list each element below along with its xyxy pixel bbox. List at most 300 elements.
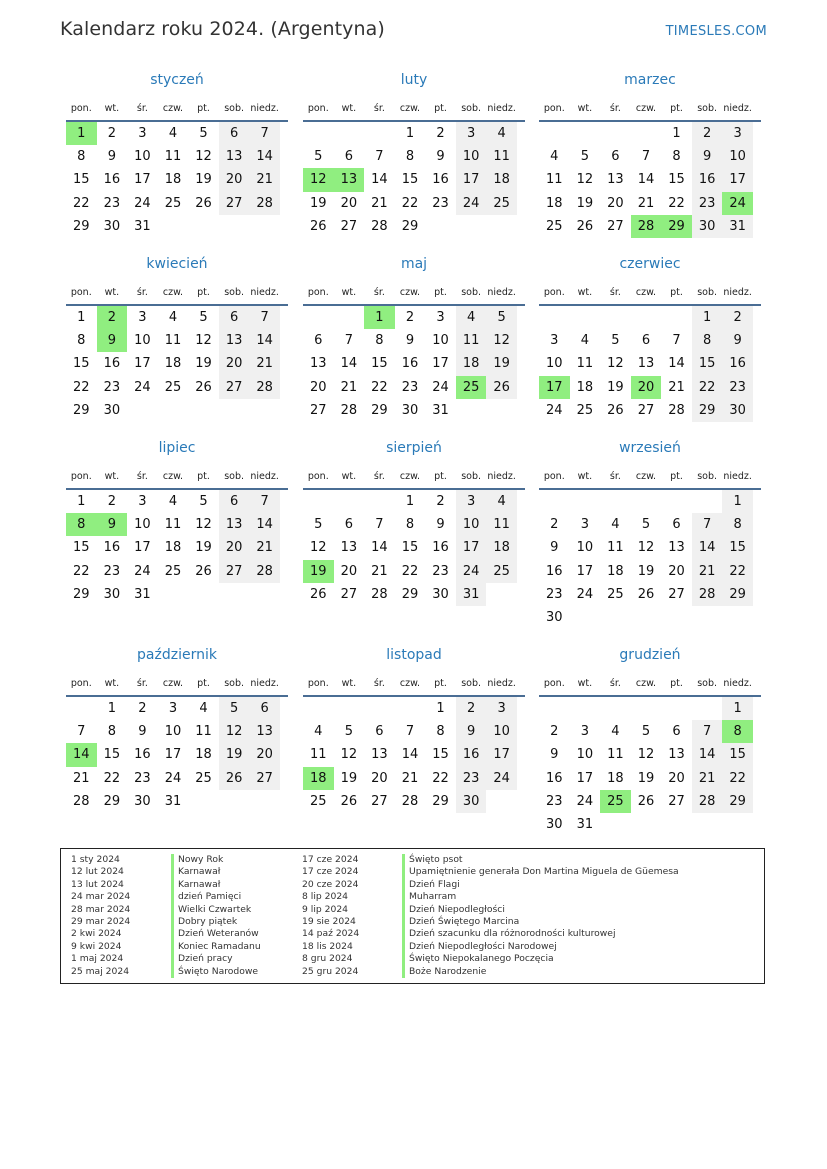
day-cell[interactable]: 4: [168, 310, 178, 325]
day-cell[interactable]: 31: [576, 816, 594, 832]
day-cell[interactable]: 4: [168, 494, 178, 509]
day-cell[interactable]: 30: [432, 586, 449, 602]
day-cell[interactable]: 15: [73, 172, 90, 188]
day-cell[interactable]: 11: [195, 724, 212, 740]
day-cell[interactable]: 13: [668, 540, 685, 556]
day-cell[interactable]: 20: [219, 168, 250, 191]
day-cell[interactable]: 2: [550, 517, 559, 533]
day-cell[interactable]: 12: [637, 747, 655, 763]
day-cell[interactable]: 27: [371, 793, 388, 809]
day-cell[interactable]: 21: [692, 767, 723, 790]
holiday-day-cell[interactable]: 29: [661, 215, 692, 238]
holiday-day-cell[interactable]: 8: [66, 513, 97, 536]
day-cell[interactable]: 9: [456, 720, 487, 743]
day-cell[interactable]: 20: [219, 536, 250, 559]
day-cell[interactable]: 20: [371, 770, 388, 786]
day-cell[interactable]: 26: [637, 793, 655, 809]
holiday-day-cell[interactable]: 24: [722, 192, 753, 215]
day-cell[interactable]: 31: [432, 402, 449, 418]
day-cell[interactable]: 10: [134, 517, 151, 533]
day-cell[interactable]: 27: [340, 218, 358, 234]
day-cell[interactable]: 6: [672, 724, 681, 740]
day-cell[interactable]: 15: [722, 743, 753, 766]
day-cell[interactable]: 30: [103, 586, 121, 602]
day-cell[interactable]: 15: [722, 536, 753, 559]
day-cell[interactable]: 6: [344, 517, 353, 533]
day-cell[interactable]: 6: [314, 333, 323, 349]
day-cell[interactable]: 7: [249, 306, 280, 329]
day-cell[interactable]: 16: [103, 172, 121, 188]
day-cell[interactable]: 4: [611, 517, 620, 533]
day-cell[interactable]: 22: [73, 563, 90, 579]
day-cell[interactable]: 25: [607, 586, 624, 602]
day-cell[interactable]: 21: [692, 560, 723, 583]
day-cell[interactable]: 8: [77, 149, 86, 165]
day-cell[interactable]: 12: [195, 149, 212, 165]
day-cell[interactable]: 18: [546, 195, 563, 211]
holiday-day-cell[interactable]: 12: [303, 168, 334, 191]
day-cell[interactable]: 26: [195, 379, 212, 395]
day-cell[interactable]: 27: [219, 560, 250, 583]
day-cell[interactable]: 13: [371, 747, 388, 763]
day-cell[interactable]: 16: [722, 352, 753, 375]
day-cell[interactable]: 25: [164, 379, 182, 395]
day-cell[interactable]: 14: [692, 743, 723, 766]
day-cell[interactable]: 20: [668, 563, 685, 579]
day-cell[interactable]: 16: [692, 168, 723, 191]
day-cell[interactable]: 20: [340, 195, 358, 211]
day-cell[interactable]: 3: [138, 310, 147, 325]
day-cell[interactable]: 18: [164, 172, 182, 188]
day-cell[interactable]: 18: [607, 563, 624, 579]
day-cell[interactable]: 14: [340, 356, 358, 372]
day-cell[interactable]: 13: [340, 540, 358, 556]
day-cell[interactable]: 7: [77, 724, 86, 740]
day-cell[interactable]: 1: [436, 701, 445, 716]
day-cell[interactable]: 19: [195, 540, 212, 556]
day-cell[interactable]: 3: [456, 490, 487, 513]
day-cell[interactable]: 1: [405, 126, 415, 141]
day-cell[interactable]: 4: [456, 306, 487, 329]
day-cell[interactable]: 23: [722, 376, 753, 399]
day-cell[interactable]: 12: [576, 172, 594, 188]
holiday-day-cell[interactable]: 2: [97, 306, 128, 329]
day-cell[interactable]: 29: [103, 793, 121, 809]
day-cell[interactable]: 3: [550, 333, 559, 349]
day-cell[interactable]: 14: [401, 747, 419, 763]
day-cell[interactable]: 12: [219, 720, 250, 743]
day-cell[interactable]: 12: [637, 540, 655, 556]
day-cell[interactable]: 1: [107, 701, 116, 716]
day-cell[interactable]: 29: [73, 586, 90, 602]
day-cell[interactable]: 8: [77, 333, 86, 349]
day-cell[interactable]: 16: [401, 356, 419, 372]
day-cell[interactable]: 18: [576, 379, 594, 395]
day-cell[interactable]: 23: [692, 192, 723, 215]
day-cell[interactable]: 24: [456, 192, 487, 215]
day-cell[interactable]: 3: [138, 494, 147, 509]
day-cell[interactable]: 17: [486, 743, 517, 766]
day-cell[interactable]: 8: [722, 513, 753, 536]
day-cell[interactable]: 30: [722, 399, 753, 422]
day-cell[interactable]: 9: [138, 724, 147, 740]
day-cell[interactable]: 2: [405, 310, 415, 325]
day-cell[interactable]: 25: [164, 563, 182, 579]
day-cell[interactable]: 24: [134, 195, 151, 211]
day-cell[interactable]: 29: [692, 399, 723, 422]
day-cell[interactable]: 30: [134, 793, 151, 809]
day-cell[interactable]: 22: [432, 770, 449, 786]
day-cell[interactable]: 3: [138, 126, 147, 141]
day-cell[interactable]: 27: [219, 192, 250, 215]
day-cell[interactable]: 4: [314, 724, 323, 740]
day-cell[interactable]: 13: [219, 513, 250, 536]
day-cell[interactable]: 18: [486, 168, 517, 191]
day-cell[interactable]: 12: [310, 540, 327, 556]
day-cell[interactable]: 1: [672, 126, 681, 141]
day-cell[interactable]: 22: [401, 563, 419, 579]
day-cell[interactable]: 21: [340, 379, 358, 395]
day-cell[interactable]: 27: [340, 586, 358, 602]
holiday-day-cell[interactable]: 9: [97, 513, 128, 536]
day-cell[interactable]: 2: [107, 494, 116, 509]
day-cell[interactable]: 2: [436, 494, 445, 509]
day-cell[interactable]: 1: [405, 494, 415, 509]
day-cell[interactable]: 14: [371, 172, 388, 188]
day-cell[interactable]: 6: [375, 724, 384, 740]
day-cell[interactable]: 28: [692, 790, 723, 813]
day-cell[interactable]: 26: [310, 586, 327, 602]
day-cell[interactable]: 3: [456, 122, 487, 145]
day-cell[interactable]: 15: [371, 356, 388, 372]
day-cell[interactable]: 28: [692, 583, 723, 606]
day-cell[interactable]: 24: [576, 586, 594, 602]
day-cell[interactable]: 6: [672, 517, 681, 533]
day-cell[interactable]: 12: [486, 329, 517, 352]
day-cell[interactable]: 25: [195, 770, 212, 786]
day-cell[interactable]: 24: [164, 770, 182, 786]
day-cell[interactable]: 10: [456, 513, 487, 536]
day-cell[interactable]: 3: [722, 122, 753, 145]
day-cell[interactable]: 10: [456, 145, 487, 168]
day-cell[interactable]: 26: [219, 767, 250, 790]
day-cell[interactable]: 19: [310, 195, 327, 211]
brand-link[interactable]: TIMESLES.COM: [665, 24, 767, 39]
day-cell[interactable]: 21: [371, 563, 388, 579]
day-cell[interactable]: 10: [546, 356, 563, 372]
holiday-day-cell[interactable]: 17: [539, 376, 570, 399]
day-cell[interactable]: 21: [371, 195, 388, 211]
day-cell[interactable]: 14: [692, 536, 723, 559]
day-cell[interactable]: 29: [432, 793, 449, 809]
day-cell[interactable]: 20: [607, 195, 624, 211]
day-cell[interactable]: 15: [401, 540, 419, 556]
day-cell[interactable]: 8: [107, 724, 116, 740]
day-cell[interactable]: 31: [134, 586, 151, 602]
day-cell[interactable]: 24: [546, 402, 563, 418]
day-cell[interactable]: 26: [195, 195, 212, 211]
day-cell[interactable]: 3: [168, 701, 178, 716]
day-cell[interactable]: 30: [456, 790, 487, 813]
day-cell[interactable]: 17: [576, 770, 594, 786]
day-cell[interactable]: 19: [340, 770, 358, 786]
day-cell[interactable]: 25: [486, 560, 517, 583]
holiday-day-cell[interactable]: 9: [97, 329, 128, 352]
day-cell[interactable]: 13: [310, 356, 327, 372]
day-cell[interactable]: 24: [486, 767, 517, 790]
day-cell[interactable]: 4: [199, 701, 208, 716]
day-cell[interactable]: 1: [77, 310, 86, 325]
day-cell[interactable]: 8: [436, 724, 445, 740]
day-cell[interactable]: 19: [195, 356, 212, 372]
day-cell[interactable]: 9: [722, 329, 753, 352]
day-cell[interactable]: 4: [486, 122, 517, 145]
holiday-day-cell[interactable]: 25: [456, 376, 487, 399]
holiday-day-cell[interactable]: 20: [631, 376, 662, 399]
day-cell[interactable]: 22: [722, 560, 753, 583]
day-cell[interactable]: 29: [401, 586, 419, 602]
day-cell[interactable]: 5: [314, 149, 323, 165]
day-cell[interactable]: 26: [310, 218, 327, 234]
day-cell[interactable]: 23: [103, 195, 121, 211]
day-cell[interactable]: 5: [611, 333, 620, 349]
day-cell[interactable]: 17: [134, 356, 151, 372]
holiday-day-cell[interactable]: 19: [303, 560, 334, 583]
day-cell[interactable]: 21: [249, 536, 280, 559]
day-cell[interactable]: 27: [249, 767, 280, 790]
holiday-day-cell[interactable]: 14: [66, 743, 97, 766]
day-cell[interactable]: 5: [199, 126, 208, 141]
day-cell[interactable]: 10: [576, 747, 594, 763]
day-cell[interactable]: 5: [641, 724, 651, 740]
day-cell[interactable]: 7: [375, 517, 384, 533]
day-cell[interactable]: 8: [375, 333, 384, 349]
day-cell[interactable]: 1: [692, 306, 723, 329]
day-cell[interactable]: 6: [249, 697, 280, 720]
day-cell[interactable]: 4: [486, 490, 517, 513]
day-cell[interactable]: 23: [103, 379, 121, 395]
day-cell[interactable]: 13: [249, 720, 280, 743]
holiday-day-cell[interactable]: 28: [631, 215, 662, 238]
day-cell[interactable]: 17: [456, 536, 487, 559]
day-cell[interactable]: 11: [486, 513, 517, 536]
day-cell[interactable]: 2: [436, 126, 445, 141]
day-cell[interactable]: 30: [103, 218, 121, 234]
day-cell[interactable]: 16: [103, 540, 121, 556]
day-cell[interactable]: 8: [672, 149, 681, 165]
day-cell[interactable]: 14: [249, 513, 280, 536]
day-cell[interactable]: 17: [722, 168, 753, 191]
day-cell[interactable]: 17: [134, 540, 151, 556]
day-cell[interactable]: 2: [138, 701, 147, 716]
day-cell[interactable]: 29: [73, 218, 90, 234]
day-cell[interactable]: 28: [401, 793, 419, 809]
day-cell[interactable]: 17: [164, 747, 182, 763]
day-cell[interactable]: 5: [314, 517, 323, 533]
day-cell[interactable]: 30: [401, 402, 419, 418]
day-cell[interactable]: 2: [550, 724, 559, 740]
day-cell[interactable]: 25: [546, 218, 563, 234]
day-cell[interactable]: 12: [340, 747, 358, 763]
day-cell[interactable]: 9: [405, 333, 415, 349]
day-cell[interactable]: 17: [576, 563, 594, 579]
day-cell[interactable]: 28: [371, 586, 388, 602]
day-cell[interactable]: 4: [580, 333, 589, 349]
day-cell[interactable]: 7: [692, 513, 723, 536]
day-cell[interactable]: 11: [607, 540, 624, 556]
day-cell[interactable]: 20: [668, 770, 685, 786]
day-cell[interactable]: 5: [486, 306, 517, 329]
day-cell[interactable]: 26: [607, 402, 624, 418]
day-cell[interactable]: 24: [432, 379, 449, 395]
day-cell[interactable]: 1: [722, 490, 753, 513]
day-cell[interactable]: 29: [722, 583, 753, 606]
day-cell[interactable]: 26: [576, 218, 594, 234]
day-cell[interactable]: 2: [692, 122, 723, 145]
day-cell[interactable]: 19: [219, 743, 250, 766]
day-cell[interactable]: 12: [195, 517, 212, 533]
day-cell[interactable]: 21: [73, 770, 90, 786]
day-cell[interactable]: 4: [611, 724, 620, 740]
day-cell[interactable]: 20: [219, 352, 250, 375]
day-cell[interactable]: 27: [310, 402, 327, 418]
day-cell[interactable]: 11: [164, 517, 182, 533]
day-cell[interactable]: 22: [668, 195, 685, 211]
day-cell[interactable]: 11: [456, 329, 487, 352]
day-cell[interactable]: 7: [672, 333, 681, 349]
day-cell[interactable]: 28: [371, 218, 388, 234]
day-cell[interactable]: 11: [310, 747, 327, 763]
day-cell[interactable]: 21: [249, 352, 280, 375]
day-cell[interactable]: 29: [371, 402, 388, 418]
day-cell[interactable]: 10: [722, 145, 753, 168]
day-cell[interactable]: 24: [456, 560, 487, 583]
day-cell[interactable]: 30: [692, 215, 723, 238]
day-cell[interactable]: 7: [375, 149, 384, 165]
day-cell[interactable]: 2: [456, 697, 487, 720]
day-cell[interactable]: 14: [637, 172, 655, 188]
day-cell[interactable]: 30: [546, 609, 563, 625]
day-cell[interactable]: 19: [637, 770, 655, 786]
day-cell[interactable]: 19: [195, 172, 212, 188]
day-cell[interactable]: 23: [456, 767, 487, 790]
holiday-day-cell[interactable]: 8: [722, 720, 753, 743]
day-cell[interactable]: 3: [436, 310, 445, 325]
day-cell[interactable]: 28: [340, 402, 358, 418]
day-cell[interactable]: 27: [668, 586, 685, 602]
day-cell[interactable]: 5: [641, 517, 651, 533]
holiday-day-cell[interactable]: 18: [303, 767, 334, 790]
day-cell[interactable]: 24: [134, 563, 151, 579]
day-cell[interactable]: 31: [722, 215, 753, 238]
day-cell[interactable]: 11: [164, 149, 182, 165]
day-cell[interactable]: 23: [401, 379, 419, 395]
day-cell[interactable]: 16: [432, 540, 449, 556]
day-cell[interactable]: 22: [722, 767, 753, 790]
day-cell[interactable]: 15: [668, 172, 685, 188]
day-cell[interactable]: 5: [219, 697, 250, 720]
day-cell[interactable]: 28: [73, 793, 90, 809]
day-cell[interactable]: 21: [668, 379, 685, 395]
day-cell[interactable]: 6: [344, 149, 353, 165]
day-cell[interactable]: 16: [134, 747, 151, 763]
day-cell[interactable]: 5: [580, 149, 589, 165]
day-cell[interactable]: 29: [722, 790, 753, 813]
day-cell[interactable]: 28: [249, 192, 280, 215]
day-cell[interactable]: 10: [134, 333, 151, 349]
day-cell[interactable]: 19: [607, 379, 624, 395]
day-cell[interactable]: 16: [103, 356, 121, 372]
day-cell[interactable]: 18: [164, 356, 182, 372]
day-cell[interactable]: 22: [73, 195, 90, 211]
day-cell[interactable]: 15: [73, 356, 90, 372]
day-cell[interactable]: 18: [607, 770, 624, 786]
day-cell[interactable]: 2: [722, 306, 753, 329]
day-cell[interactable]: 5: [199, 494, 208, 509]
day-cell[interactable]: 21: [401, 770, 419, 786]
day-cell[interactable]: 22: [103, 770, 121, 786]
day-cell[interactable]: 6: [219, 122, 250, 145]
day-cell[interactable]: 23: [432, 195, 449, 211]
day-cell[interactable]: 20: [340, 563, 358, 579]
day-cell[interactable]: 17: [432, 356, 449, 372]
day-cell[interactable]: 13: [219, 145, 250, 168]
day-cell[interactable]: 8: [405, 149, 415, 165]
day-cell[interactable]: 31: [134, 218, 151, 234]
day-cell[interactable]: 9: [692, 145, 723, 168]
day-cell[interactable]: 15: [73, 540, 90, 556]
day-cell[interactable]: 20: [310, 379, 327, 395]
day-cell[interactable]: 15: [432, 747, 449, 763]
day-cell[interactable]: 17: [134, 172, 151, 188]
day-cell[interactable]: 14: [668, 356, 685, 372]
day-cell[interactable]: 25: [310, 793, 327, 809]
day-cell[interactable]: 11: [607, 747, 624, 763]
day-cell[interactable]: 31: [164, 793, 182, 809]
day-cell[interactable]: 9: [436, 517, 445, 533]
day-cell[interactable]: 24: [576, 793, 594, 809]
day-cell[interactable]: 25: [164, 195, 182, 211]
day-cell[interactable]: 13: [668, 747, 685, 763]
day-cell[interactable]: 10: [432, 333, 449, 349]
day-cell[interactable]: 7: [249, 122, 280, 145]
day-cell[interactable]: 4: [168, 126, 178, 141]
day-cell[interactable]: 9: [550, 747, 559, 763]
day-cell[interactable]: 22: [371, 379, 388, 395]
day-cell[interactable]: 21: [637, 195, 655, 211]
day-cell[interactable]: 19: [486, 352, 517, 375]
holiday-day-cell[interactable]: 1: [364, 306, 395, 329]
holiday-day-cell[interactable]: 25: [600, 790, 631, 813]
day-cell[interactable]: 31: [456, 583, 487, 606]
day-cell[interactable]: 3: [486, 697, 517, 720]
day-cell[interactable]: 18: [164, 540, 182, 556]
day-cell[interactable]: 15: [103, 747, 121, 763]
day-cell[interactable]: 6: [219, 306, 250, 329]
day-cell[interactable]: 10: [486, 720, 517, 743]
day-cell[interactable]: 16: [456, 743, 487, 766]
day-cell[interactable]: 7: [249, 490, 280, 513]
day-cell[interactable]: 5: [344, 724, 353, 740]
day-cell[interactable]: 9: [107, 149, 116, 165]
day-cell[interactable]: 18: [456, 352, 487, 375]
day-cell[interactable]: 1: [722, 697, 753, 720]
day-cell[interactable]: 9: [436, 149, 445, 165]
day-cell[interactable]: 16: [432, 172, 449, 188]
day-cell[interactable]: 21: [249, 168, 280, 191]
day-cell[interactable]: 3: [580, 724, 589, 740]
day-cell[interactable]: 8: [405, 517, 415, 533]
